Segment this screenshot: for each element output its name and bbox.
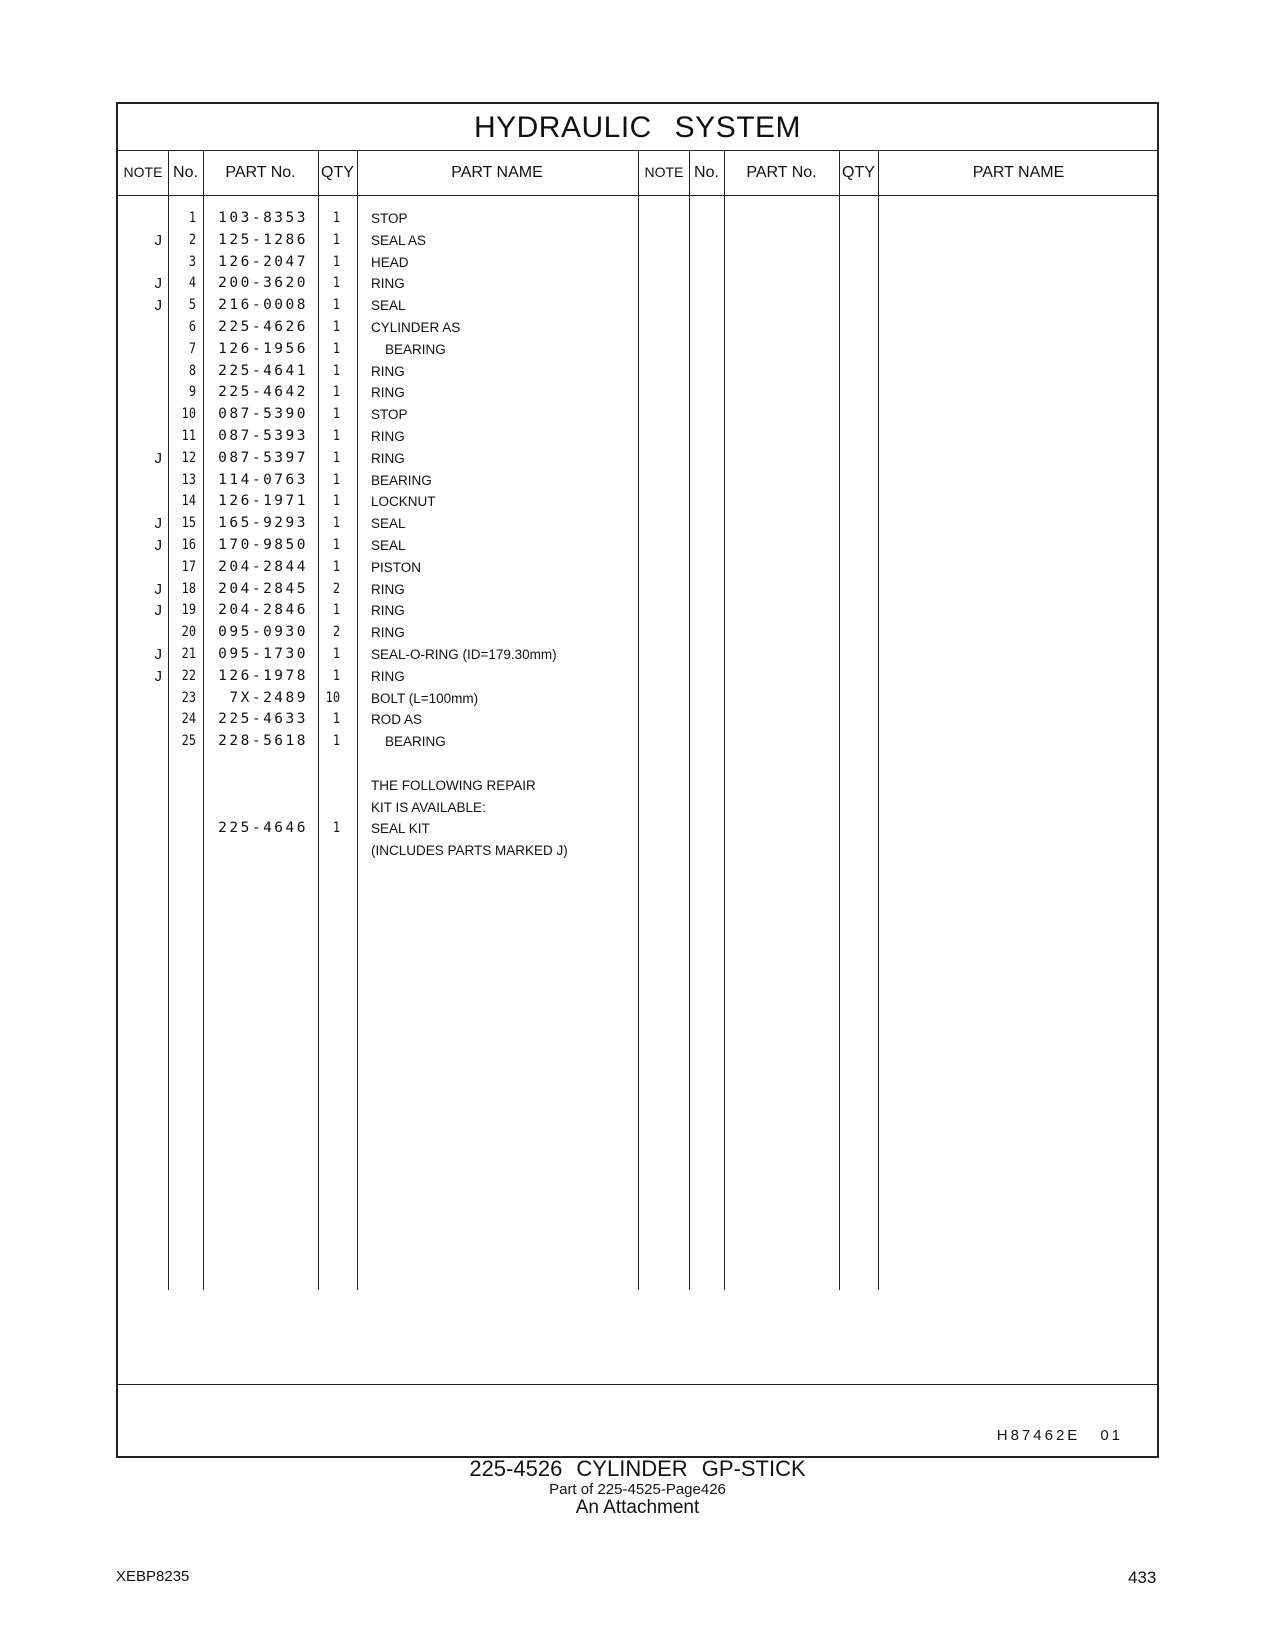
header-qty: QTY: [321, 164, 354, 181]
row-part-number: 225-4642: [218, 384, 308, 401]
table-row: [118, 579, 638, 601]
row-part-name: RING: [371, 581, 405, 597]
row-part-number: 7X-2489: [229, 689, 308, 706]
table-bottom-rule: [118, 1384, 1157, 1385]
row-number: 15: [181, 515, 196, 532]
column-divider: [878, 150, 879, 1290]
parts-table: [116, 102, 1159, 1458]
row-number: 8: [188, 362, 196, 379]
row-quantity: 1: [332, 733, 340, 750]
table-row: [118, 535, 638, 557]
row-part-name: BEARING: [385, 734, 446, 750]
table-row: [118, 775, 638, 797]
table-row: [118, 840, 638, 862]
table-row: [118, 753, 638, 775]
row-part-number: 225-4633: [218, 711, 308, 728]
row-note: J: [154, 515, 162, 533]
column-divider: [839, 150, 840, 1290]
row-quantity: 1: [332, 449, 340, 466]
row-number: 2: [188, 231, 196, 248]
parts-list: [118, 208, 638, 862]
row-part-name: RING: [371, 385, 405, 401]
row-part-number: 087-5390: [218, 406, 308, 423]
row-quantity: 1: [332, 253, 340, 270]
row-number: 18: [181, 580, 196, 597]
drawing-code: [997, 1427, 1123, 1444]
row-quantity: 1: [332, 275, 340, 292]
row-number: 3: [188, 253, 196, 270]
row-number: 4: [188, 275, 196, 292]
row-part-name: SEAL AS: [371, 232, 427, 248]
table-row: [118, 644, 638, 666]
row-number: 23: [181, 689, 196, 706]
row-quantity: 1: [332, 427, 340, 444]
table-row: [118, 688, 638, 710]
row-part-number: 204-2844: [218, 558, 308, 575]
row-part-name: THE FOLLOWING REPAIR: [371, 777, 536, 793]
row-part-number: 170-9850: [218, 536, 308, 553]
row-part-name: SEAL: [371, 298, 406, 314]
row-number: 6: [188, 318, 196, 335]
table-row: [118, 557, 638, 579]
header-part-name-right: PART NAME: [972, 164, 1065, 181]
row-quantity: 1: [332, 318, 340, 335]
row-part-name: KIT IS AVAILABLE:: [371, 799, 486, 815]
row-part-name: RING: [371, 625, 405, 641]
table-row: [118, 252, 638, 274]
row-note: J: [154, 667, 162, 685]
row-note: J: [154, 645, 162, 663]
drawing-code-id: H87462E: [996, 1427, 1081, 1444]
row-quantity: 1: [332, 210, 340, 226]
row-part-name: RING: [371, 450, 405, 466]
row-quantity: 1: [332, 645, 340, 662]
row-part-name: STOP: [371, 407, 408, 423]
row-number: 7: [188, 340, 196, 357]
row-number: 12: [181, 449, 196, 466]
row-number: 22: [181, 667, 196, 684]
row-note: J: [154, 580, 162, 598]
row-quantity: 1: [332, 384, 340, 401]
document-id: XEBP8235: [116, 1568, 190, 1585]
section-title: HYDRAULIC SYSTEM: [118, 104, 1157, 151]
table-row: [118, 491, 638, 513]
page-number: 433: [1128, 1568, 1157, 1587]
row-quantity: 1: [332, 602, 340, 619]
header-note: NOTE: [123, 164, 163, 180]
table-row: [118, 470, 638, 492]
row-part-name: STOP: [371, 211, 408, 226]
table-row: [118, 622, 638, 644]
header-note-right: NOTE: [644, 164, 684, 180]
row-part-name: BOLT (L=100mm): [371, 690, 479, 706]
row-part-number: 225-4646: [218, 820, 308, 837]
row-part-number: 225-4626: [218, 318, 308, 335]
row-note: J: [154, 297, 162, 315]
table-row: [118, 317, 638, 339]
row-quantity: 1: [332, 231, 340, 248]
row-note: J: [154, 602, 162, 620]
row-number: 11: [181, 427, 196, 444]
row-part-name: BEARING: [385, 341, 446, 357]
row-part-number: 204-2845: [218, 580, 308, 597]
row-number: 19: [181, 602, 196, 619]
row-part-name: BEARING: [371, 472, 432, 488]
row-number: 21: [181, 645, 196, 662]
row-part-number: 225-4641: [218, 362, 308, 379]
header-no-right: No.: [694, 164, 719, 181]
row-part-number: 200-3620: [218, 275, 308, 292]
row-part-number: 126-2047: [218, 253, 308, 270]
row-quantity: 10: [325, 689, 340, 706]
row-quantity: 1: [332, 711, 340, 728]
row-quantity: 1: [332, 340, 340, 357]
row-part-name: (INCLUDES PARTS MARKED J): [371, 843, 568, 859]
table-row: [118, 382, 638, 404]
row-note: J: [154, 231, 162, 249]
row-part-number: 087-5397: [218, 449, 308, 466]
row-number: 13: [181, 471, 196, 488]
row-part-name: LOCKNUT: [371, 494, 436, 510]
row-quantity: 1: [332, 406, 340, 423]
group-caption: 225-4526 CYLINDER GP-STICK: [469, 1456, 806, 1481]
table-row: [118, 448, 638, 470]
row-number: 20: [181, 624, 196, 641]
row-quantity: 1: [332, 515, 340, 532]
row-quantity: 2: [332, 580, 340, 597]
row-part-number: 087-5393: [218, 427, 308, 444]
table-row: [118, 230, 638, 252]
column-divider: [724, 150, 725, 1290]
table-row: [118, 273, 638, 295]
row-part-number: 126-1956: [218, 340, 308, 357]
group-subtitle: An Attachment: [575, 1497, 700, 1518]
table-row: [118, 797, 638, 819]
header-part-name: PART NAME: [451, 164, 543, 181]
row-quantity: 1: [332, 493, 340, 510]
row-part-name: SEAL: [371, 537, 406, 553]
row-part-name: RING: [371, 668, 405, 684]
row-quantity: 1: [332, 667, 340, 684]
row-number: 16: [181, 536, 196, 553]
row-part-number: 095-0930: [218, 624, 308, 641]
group-reference: Part of 225-4525-Page426: [549, 1481, 726, 1498]
row-part-number: 125-1286: [218, 231, 308, 248]
row-note: J: [154, 536, 162, 554]
row-number: 10: [181, 406, 196, 423]
row-number: 25: [181, 733, 196, 750]
table-row: [118, 731, 638, 753]
row-part-number: 216-0008: [218, 297, 308, 314]
row-part-name: HEAD: [371, 254, 409, 270]
row-quantity: 1: [332, 297, 340, 314]
header-part-no-right: PART No.: [746, 164, 817, 181]
row-part-number: 165-9293: [218, 515, 308, 532]
row-part-name: RING: [371, 603, 405, 619]
column-divider: [689, 150, 690, 1290]
row-quantity: 1: [332, 558, 340, 575]
row-part-number: 095-1730: [218, 645, 308, 662]
header-qty-right: QTY: [842, 164, 875, 181]
drawing-code-rev: 01: [1100, 1427, 1123, 1444]
header-part-no: PART No.: [225, 164, 296, 181]
row-quantity: 2: [332, 624, 340, 641]
row-note: J: [154, 275, 162, 293]
row-part-number: 126-1978: [218, 667, 308, 684]
table-row: [118, 404, 638, 426]
table-row: [118, 295, 638, 317]
row-part-name: ROD AS: [371, 712, 423, 728]
row-quantity: 1: [332, 820, 340, 837]
table-row: [118, 513, 638, 535]
row-part-name: SEAL-O-RING (ID=179.30mm): [371, 646, 557, 662]
row-part-name: PISTON: [371, 559, 422, 575]
table-row: [118, 709, 638, 731]
row-part-number: 228-5618: [218, 733, 308, 750]
table-row: [118, 666, 638, 688]
row-number: 5: [188, 297, 196, 314]
row-number: 17: [181, 558, 196, 575]
row-number: 14: [181, 493, 196, 510]
row-part-name: SEAL KIT: [371, 821, 430, 837]
row-part-name: RING: [371, 276, 405, 292]
row-quantity: 1: [332, 471, 340, 488]
row-quantity: 1: [332, 362, 340, 379]
row-part-name: RING: [371, 363, 405, 379]
row-part-number: 126-1971: [218, 493, 308, 510]
row-part-name: CYLINDER AS: [371, 319, 461, 335]
row-quantity: 1: [332, 536, 340, 553]
row-part-number: 114-0763: [218, 471, 308, 488]
row-part-number: 204-2846: [218, 602, 308, 619]
table-row: [118, 339, 638, 361]
row-part-name: RING: [371, 428, 405, 444]
table-row: [118, 600, 638, 622]
table-row: [118, 426, 638, 448]
row-number: 1: [188, 210, 196, 226]
table-row: [118, 818, 638, 840]
row-number: 9: [188, 384, 196, 401]
row-part-name: SEAL: [371, 516, 406, 532]
table-row: [118, 361, 638, 383]
row-part-number: 103-8353: [218, 210, 308, 226]
table-row: [118, 208, 638, 230]
row-number: 24: [181, 711, 196, 728]
header-no: No.: [173, 164, 198, 181]
row-note: J: [154, 449, 162, 467]
